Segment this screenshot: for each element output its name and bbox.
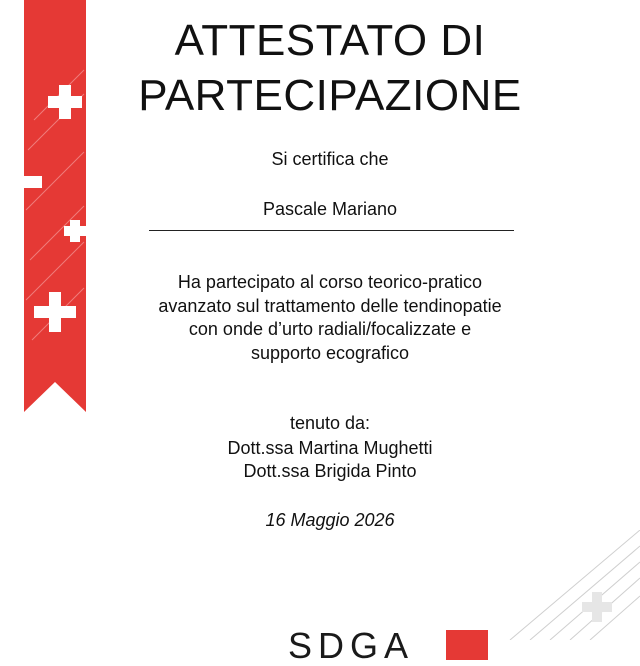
teacher-name: Dott.ssa Brigida Pinto [243,461,417,481]
certificate-date: 16 Maggio 2026 [265,510,395,530]
course-line: avanzato sul trattamento delle tendinopatie [158,295,502,316]
recipient-name: Pascale Mariano [262,199,398,219]
held-by-label: tenuto da: [289,413,371,433]
logo-cross-icon [446,630,488,660]
corner-pattern-decoration [490,530,640,640]
certificate-title-line1: ATTESTATO DI [174,16,486,65]
logo-text: SDGA [288,625,415,666]
course-description [110,271,550,365]
teacher-name: Dott.ssa Martina Mughetti [227,438,433,458]
course-line: con onde d’urto radiali/focalizzate e [188,319,472,339]
course-line: Ha partecipato al corso teorico-pratico [177,272,483,292]
certificate-title-line2: PARTECIPAZIONE [138,71,522,120]
course-line: supporto ecografico [250,342,410,363]
certifies-text: Si certifica che [271,149,389,169]
swiss-cross-icon [582,592,612,622]
name-underline [149,230,514,231]
